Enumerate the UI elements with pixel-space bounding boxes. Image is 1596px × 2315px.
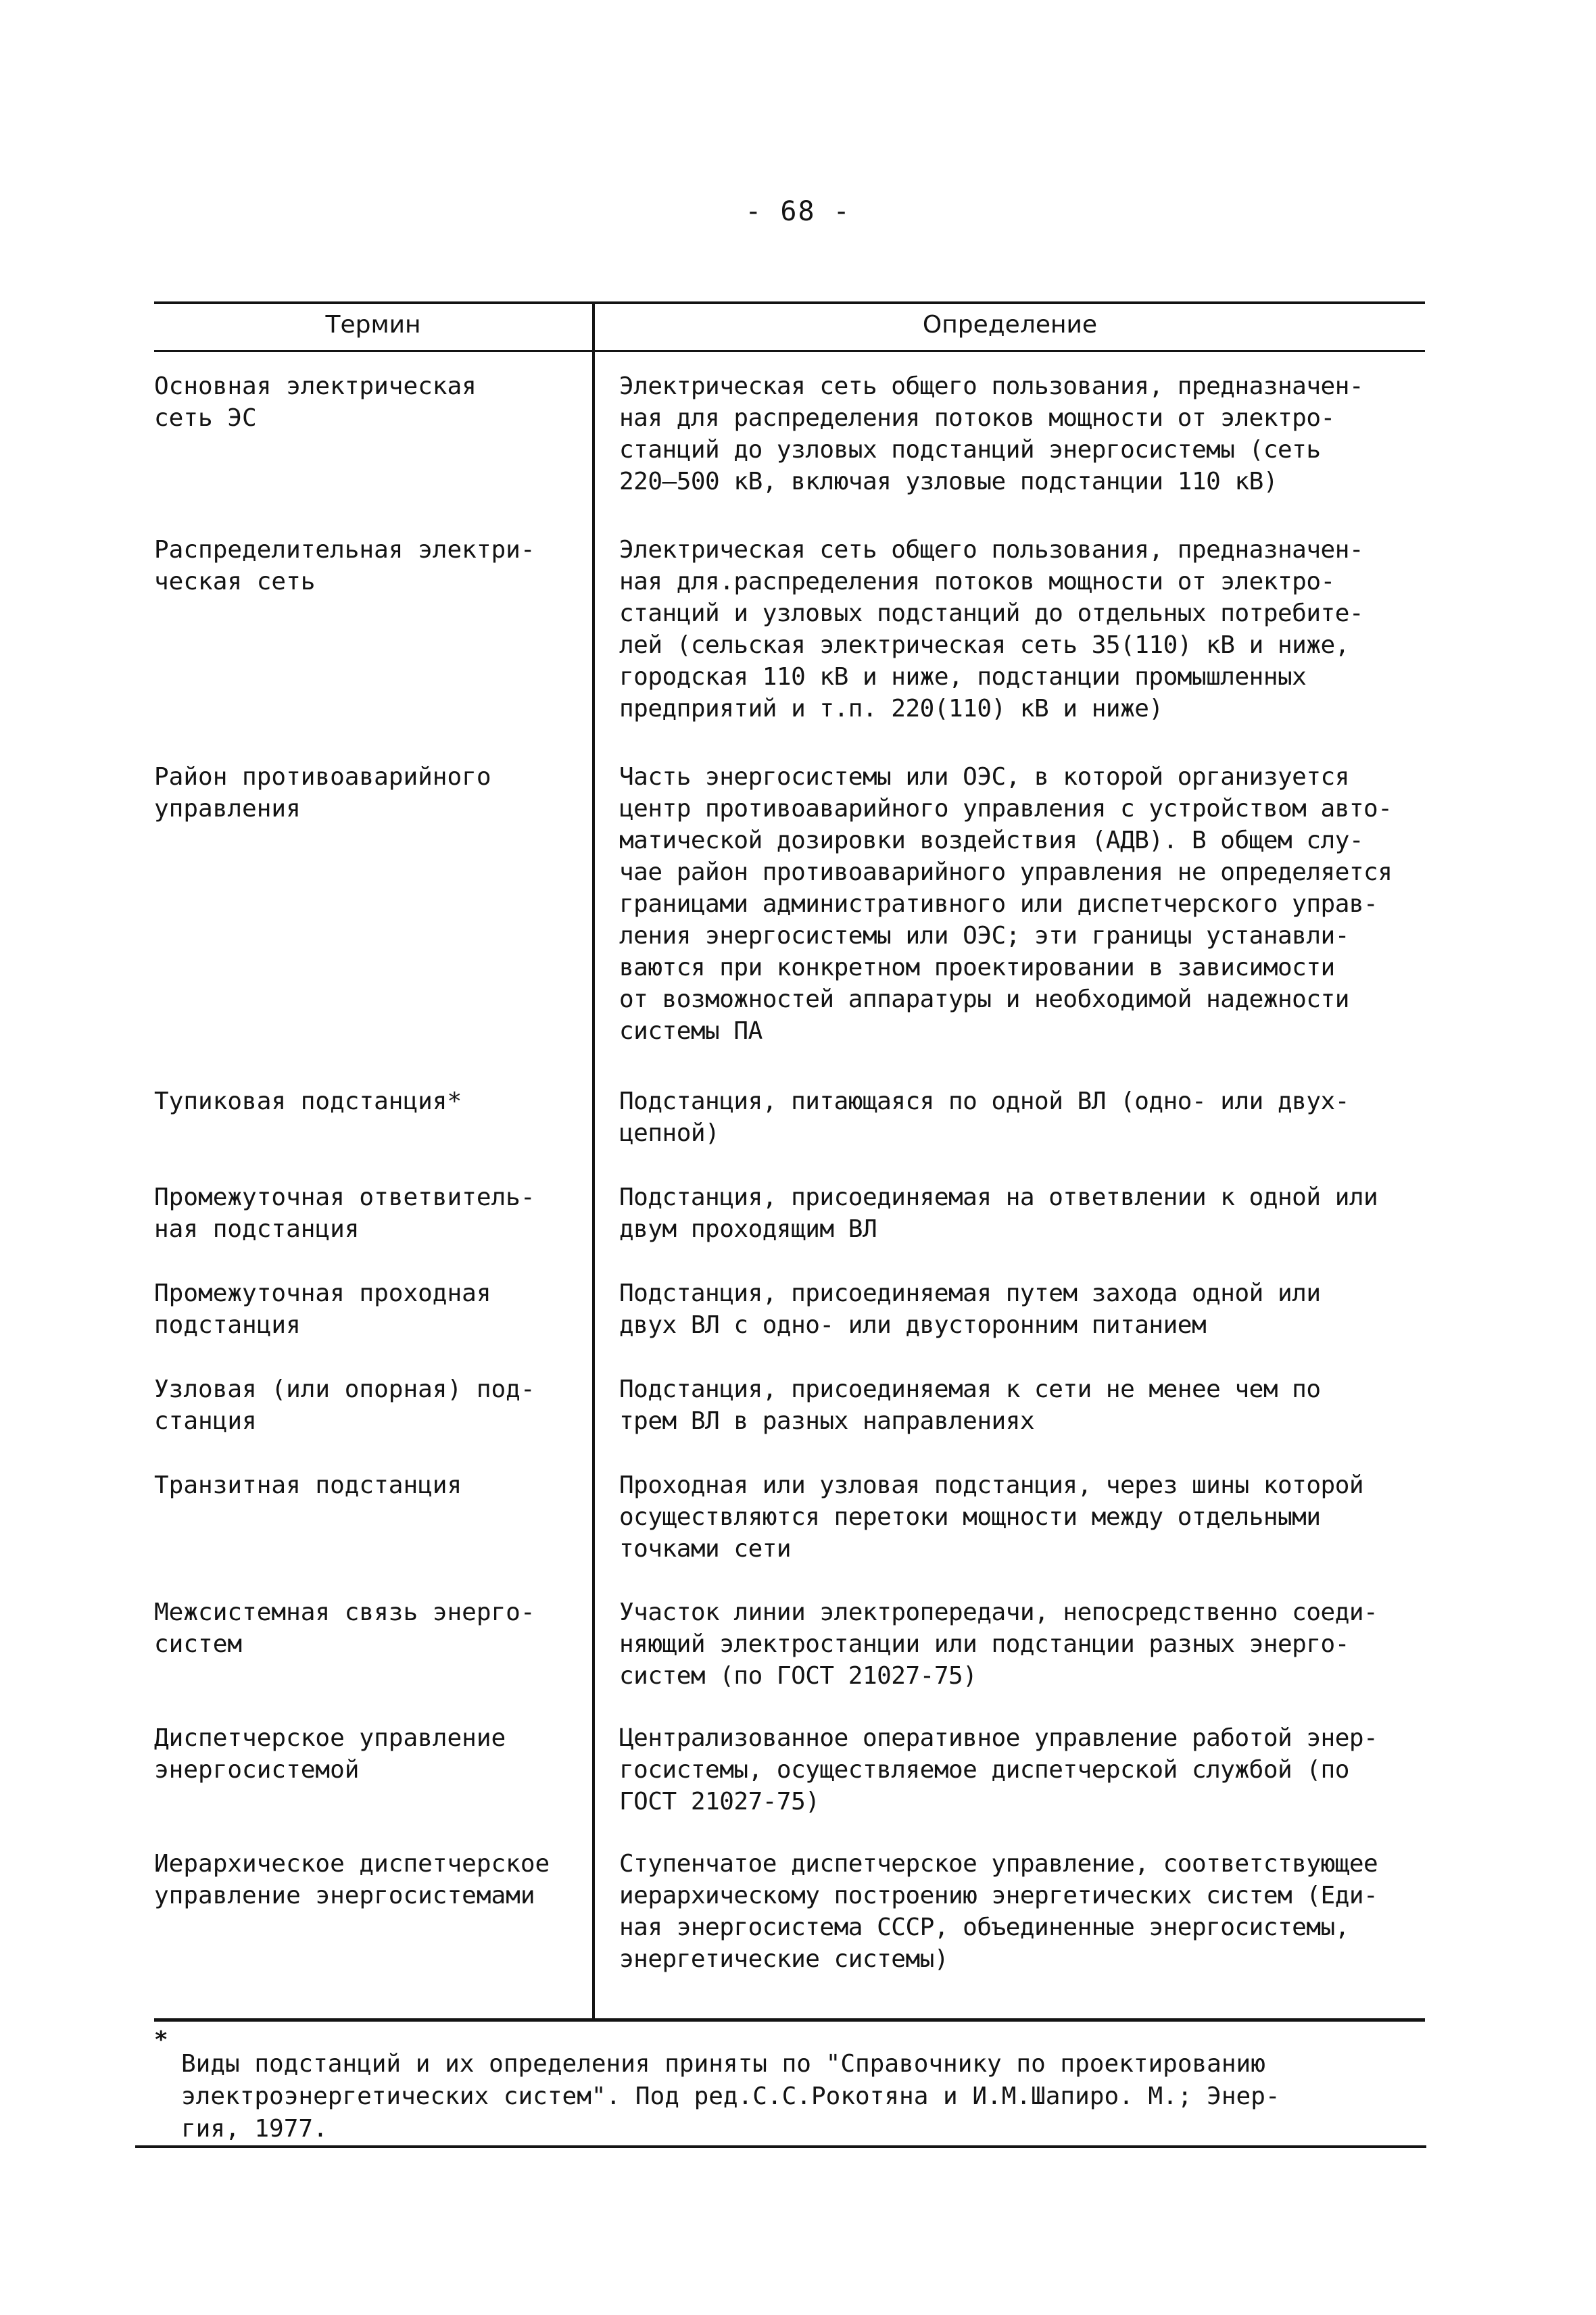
definition-cell: Подстанция, присоединяемая путем захода одной или двух ВЛ с одно- или двусторонним питанием xyxy=(619,1280,1321,1339)
definition-cell: Участок линии электропередачи, непосредственно соеди- няющий электростанции или подстанции разных энерго- систем (по ГОСТ 21027-75) xyxy=(619,1599,1378,1690)
definition-cell: Ступенчатое диспетчерское управление, соответствующее иерархическому построению энергетических систем (Еди- ная энергосистема СССР, объединенные энергосистемы, энергетические системы) xyxy=(619,1850,1378,1973)
footnote-mark: * xyxy=(154,2026,168,2053)
table-top-rule xyxy=(154,301,1425,304)
footnote-rule xyxy=(135,2145,1426,2148)
term-cell: Район противоаварийного управления xyxy=(154,763,491,823)
page-number: - 68 - xyxy=(745,196,851,227)
footnote-text: Виды подстанций и их определения приняты по "Справочнику по проектированию электроэнергетических систем". Под ред.С.С.Рокотяна и И.М.Шапиро. М.; Энер- гия, 1977. xyxy=(181,2050,1280,2143)
definition-cell: Проходная или узловая подстанция, через шины которой осуществляются перетоки мощности между отдельными точками сети xyxy=(619,1471,1364,1563)
header-term: Термин xyxy=(325,311,421,339)
header-definition: Определение xyxy=(922,311,1098,339)
term-cell: Узловая (или опорная) под- станция xyxy=(154,1375,535,1435)
table-header-rule xyxy=(154,350,1425,352)
term-cell: Иерархическое диспетчерское управление энергосистемами xyxy=(154,1850,550,1909)
term-cell: Промежуточная проходная подстанция xyxy=(154,1280,491,1339)
definition-cell: Подстанция, присоединяемая к сети не менее чем по трем ВЛ в разных направлениях xyxy=(619,1375,1321,1435)
definition-cell: Электрическая сеть общего пользования, предназначен- ная для распределения потоков мощности от электро- станций до узловых подстанций энергосистемы (сеть 220–500 кВ, включая узловые подстанции 110 кВ) xyxy=(619,372,1364,495)
definition-cell: Подстанция, присоединяемая на ответвлении к одной или двум проходящим ВЛ xyxy=(619,1184,1378,1243)
term-cell: Межсистемная связь энерго- систем xyxy=(154,1599,535,1658)
term-cell: Тупиковая подстанция* xyxy=(154,1088,462,1115)
term-cell: Распределительная электри- ческая сеть xyxy=(154,536,535,595)
definition-cell: Централизованное оперативное управление работой энер- госистемы, осуществляемое диспетчерской службой (по ГОСТ 21027-75) xyxy=(619,1724,1378,1816)
definition-cell: Подстанция, питающаяся по одной ВЛ (одно- или двух- цепной) xyxy=(619,1088,1349,1147)
term-cell: Диспетчерское управление энергосистемой xyxy=(154,1724,506,1784)
table-bottom-rule xyxy=(154,2018,1425,2022)
column-divider xyxy=(592,301,595,2022)
term-cell: Основная электрическая сеть ЭС xyxy=(154,372,477,432)
term-cell: Транзитная подстанция xyxy=(154,1471,462,1499)
definition-cell: Часть энергосистемы или ОЭС, в которой организуется центр противоаварийного управления с устройством авто- матической дозировки воздействия (АДВ). В общем слу- чае район противоаварийного управления не определяется границами административного или диспетчерского управ- ления энергосистемы или ОЭС; эти границы устанавли- ваются при конкретном проектировании в зависимости от возможностей аппаратуры и необходимой надежности системы ПА xyxy=(619,763,1393,1045)
terms-table xyxy=(154,301,1425,2022)
term-cell: Промежуточная ответвитель- ная подстанция xyxy=(154,1184,535,1243)
definition-cell: Электрическая сеть общего пользования, предназначен- ная для.распределения потоков мощности от электро- станций и узловых подстанций до отдельных потребите- лей (сельская электрическая сеть 35(110) кВ и ниже, городская 110 кВ и ниже, подстанции промышленных предприятий и т.п. 220(110) кВ и ниже) xyxy=(619,536,1364,723)
